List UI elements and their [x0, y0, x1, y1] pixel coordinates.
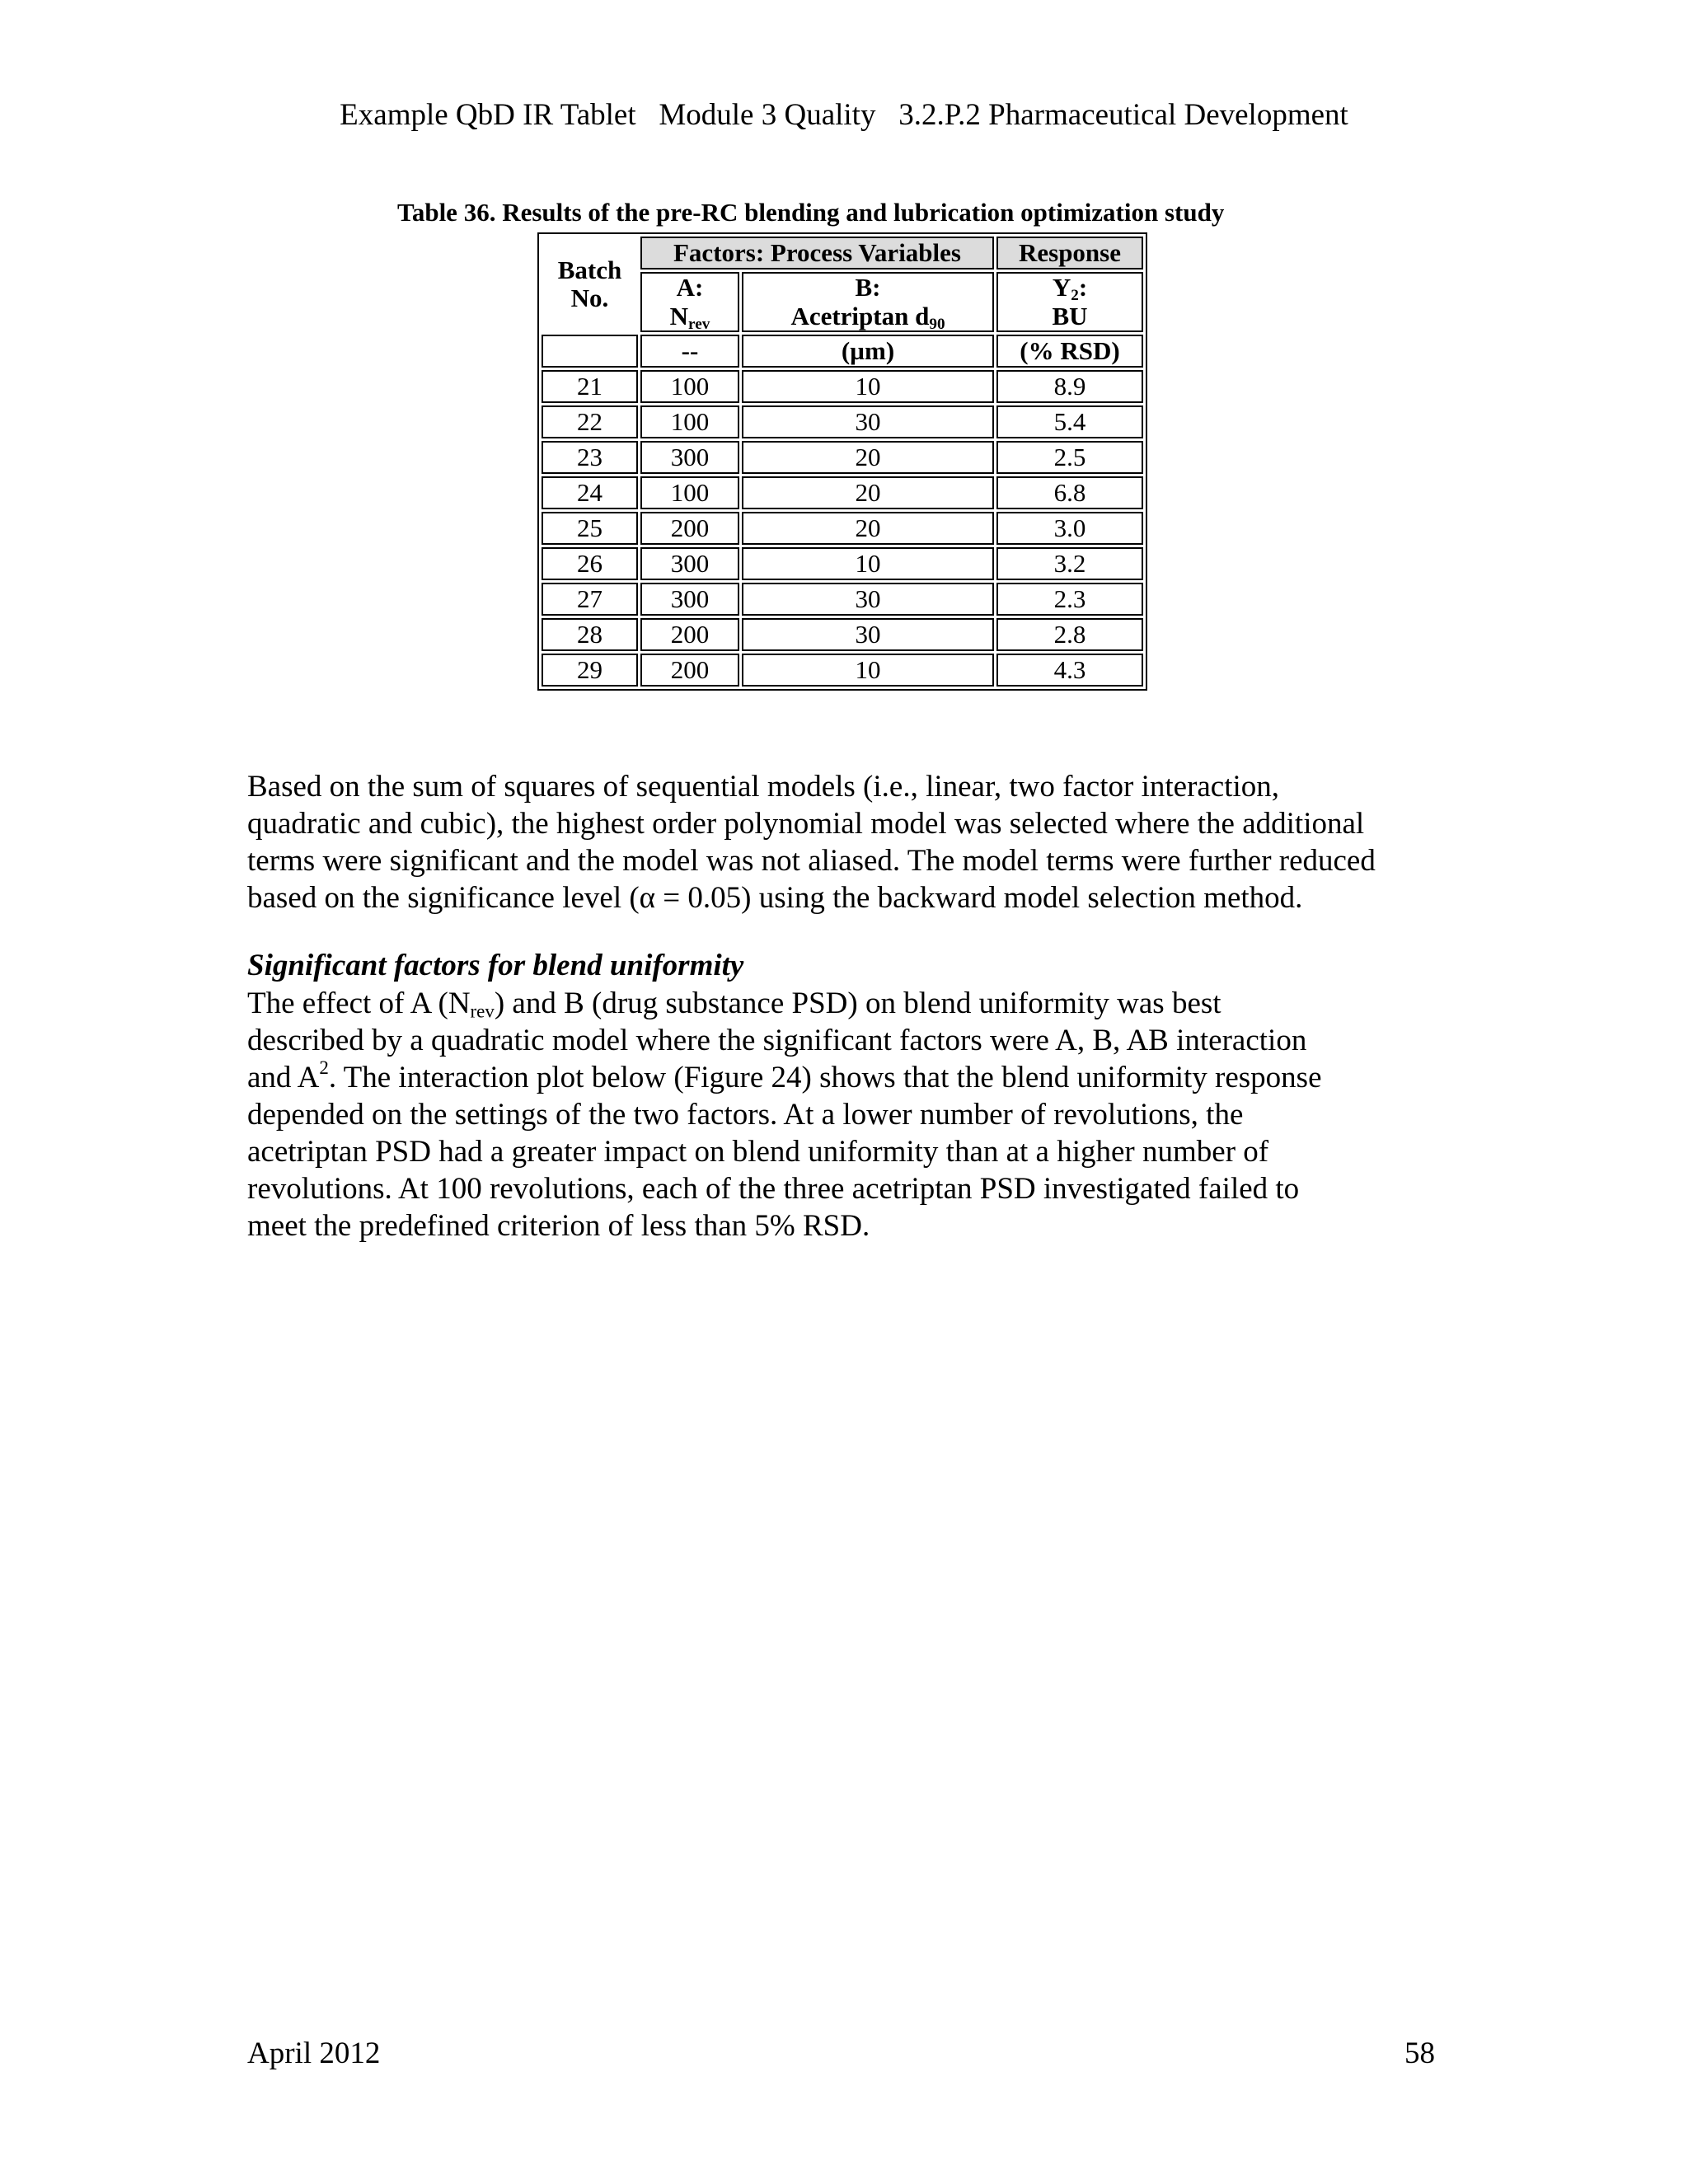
factor-b-label: B:	[855, 273, 881, 302]
factor-b-cell: 10	[742, 654, 994, 687]
factor-a-cell: 100	[640, 476, 739, 509]
text-segment: . The interaction plot below (Figure 24) shows that the blend uniformity response	[328, 1061, 1322, 1094]
paragraph-line: revolutions. At 100 revolutions, each of the three acetriptan PSD investigated failed to	[247, 1172, 1300, 1206]
table-row	[542, 476, 1143, 509]
results-table	[537, 232, 1147, 691]
factor-b-cell: 20	[742, 441, 994, 474]
paragraph-line: depended on the settings of the two factors. At a lower number of revolutions, the	[247, 1098, 1244, 1132]
table-row	[542, 654, 1143, 687]
table-row	[542, 512, 1143, 545]
factor-a-cell: 200	[640, 618, 739, 651]
footer-page-number: 58	[1404, 2036, 1435, 2070]
batch-cell: 22	[542, 405, 638, 438]
page-header: Example QbD IR Tablet Module 3 Quality 3.2.P.2 Pharmaceutical Development	[340, 98, 1348, 132]
factor-a-unit: --	[640, 335, 739, 368]
batch-cell: 26	[542, 547, 638, 580]
factor-b-cell: 30	[742, 583, 994, 616]
response-y-subscript: 2	[1071, 286, 1079, 304]
paragraph-line: acetriptan PSD had a greater impact on blend uniformity than at a higher number of	[247, 1135, 1269, 1169]
paragraph-line	[247, 985, 1451, 1022]
factor-b-cell: 30	[742, 405, 994, 438]
subscript: rev	[470, 1001, 495, 1022]
factor-b-cell: 20	[742, 476, 994, 509]
text-segment: and A	[247, 1061, 320, 1094]
factor-b-cell: 10	[742, 370, 994, 403]
factor-a-cell: 300	[640, 547, 739, 580]
text-segment: ) and B (drug substance PSD) on blend uniformity was best	[494, 987, 1221, 1020]
batch-header-line2: No.	[570, 284, 609, 313]
factor-a-cell: 300	[640, 441, 739, 474]
batch-cell: 29	[542, 654, 638, 687]
batch-cell: 23	[542, 441, 638, 474]
batch-cell: 28	[542, 618, 638, 651]
response-cell: 3.0	[996, 512, 1143, 545]
superscript: 2	[319, 1057, 329, 1078]
table-group-header-row	[542, 237, 1143, 269]
response-y-label: Y	[1052, 273, 1071, 302]
batch-cell: 27	[542, 583, 638, 616]
batch-header-line1: Batch	[557, 255, 622, 284]
table-caption: Table 36. Results of the pre-RC blending and lubrication optimization study	[397, 198, 1225, 227]
paragraph-line: meet the predefined criterion of less than 5% RSD.	[247, 1209, 870, 1243]
response-cell: 3.2	[996, 547, 1143, 580]
response-cell: 2.5	[996, 441, 1143, 474]
factor-b-subscript: 90	[929, 315, 945, 333]
factor-b-cell: 10	[742, 547, 994, 580]
response-group-header: Response	[996, 237, 1143, 269]
factor-b-unit: (µm)	[742, 335, 994, 368]
paragraph-line: Based on the sum of squares of sequential models (i.e., linear, two factor interaction,	[247, 770, 1280, 804]
text-segment: The effect of A (N	[247, 987, 471, 1020]
paragraph-blend-uniformity	[247, 985, 1451, 1244]
batch-no-header	[542, 237, 638, 332]
paragraph-line: quadratic and cubic), the highest order polynomial model was selected where the additional	[247, 807, 1365, 841]
response-cell: 6.8	[996, 476, 1143, 509]
table-row	[542, 441, 1143, 474]
batch-cell: 24	[542, 476, 638, 509]
response-cell: 4.3	[996, 654, 1143, 687]
paragraph-line: based on the significance level (α = 0.05) using the backward model selection method.	[247, 881, 1303, 915]
response-y-header	[996, 272, 1143, 332]
table-row	[542, 547, 1143, 580]
factor-b-cell: 30	[742, 618, 994, 651]
footer-date: April 2012	[247, 2036, 381, 2070]
factor-a-cell: 200	[640, 512, 739, 545]
factor-a-header	[640, 272, 739, 332]
factor-a-name: N	[669, 301, 689, 330]
paragraph-line	[247, 1059, 1451, 1096]
batch-unit-cell	[542, 335, 638, 368]
factor-a-cell: 100	[640, 370, 739, 403]
batch-cell: 21	[542, 370, 638, 403]
factor-a-subscript: rev	[688, 315, 710, 333]
table-unit-row	[542, 335, 1143, 368]
table-row	[542, 583, 1143, 616]
paragraph-model-selection	[247, 768, 1451, 916]
table-row	[542, 370, 1143, 403]
response-y-name: BU	[1052, 301, 1088, 330]
table-row	[542, 618, 1143, 651]
response-y-unit: (% RSD)	[996, 335, 1143, 368]
factor-b-cell: 20	[742, 512, 994, 545]
response-y-colon: :	[1078, 273, 1088, 302]
factor-a-cell: 200	[640, 654, 739, 687]
section-heading: Significant factors for blend uniformity	[247, 949, 744, 982]
batch-cell: 25	[542, 512, 638, 545]
response-cell: 5.4	[996, 405, 1143, 438]
factor-a-label: A:	[676, 273, 704, 302]
factor-b-name: Acetriptan d	[790, 301, 930, 330]
paragraph-line: terms were significant and the model was not aliased. The model terms were further reduced	[247, 844, 1376, 878]
factors-group-header: Factors: Process Variables	[640, 237, 994, 269]
paragraph-line: described by a quadratic model where the significant factors were A, B, AB interaction	[247, 1024, 1307, 1057]
factor-a-cell: 100	[640, 405, 739, 438]
table-row	[542, 405, 1143, 438]
factor-a-cell: 300	[640, 583, 739, 616]
response-cell: 2.8	[996, 618, 1143, 651]
response-cell: 2.3	[996, 583, 1143, 616]
factor-b-header	[742, 272, 994, 332]
response-cell: 8.9	[996, 370, 1143, 403]
